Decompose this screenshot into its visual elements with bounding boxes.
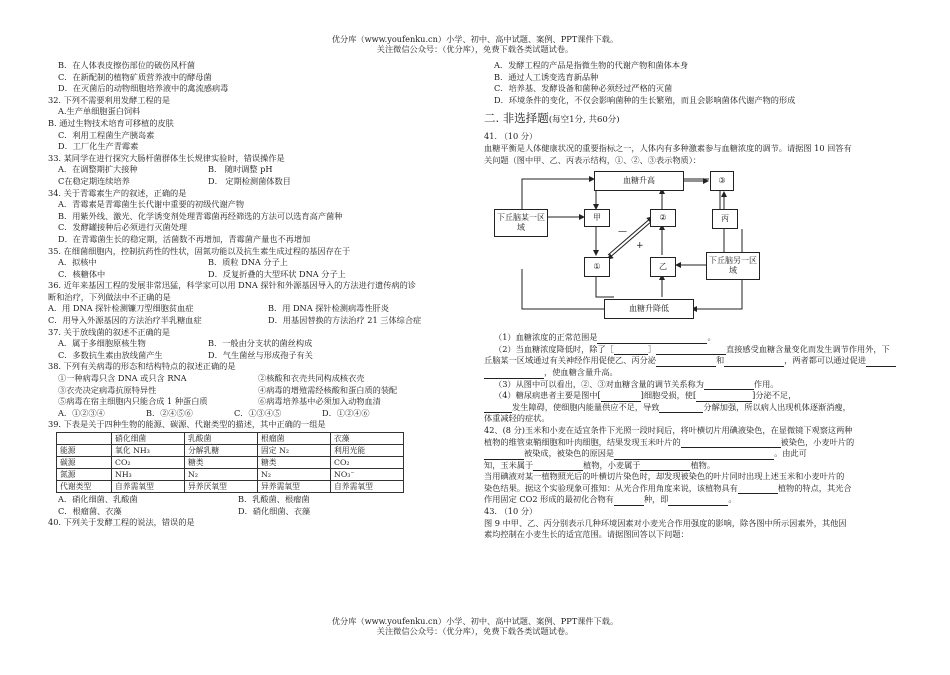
q42-line-5: 当用碘液对某一植物照光后的叶横切片染色时，却发现被染色的叶片同时出现上述玉米和小麦叶片的 <box>484 471 845 482</box>
q39-table-cell: 碳源 <box>57 457 112 469</box>
left-column <box>48 60 468 529</box>
q39-table-cell: 能源 <box>57 445 112 457</box>
q43-line-2: 素均控制在小麦生长的适宜范围。请据图回答以下问题： <box>484 529 689 540</box>
q38-option-b: B．②④⑤⑥ <box>146 407 193 418</box>
q42-blank-6[interactable] <box>738 484 778 494</box>
page-header <box>0 34 950 54</box>
q39-table-cell: CO₂ <box>112 457 185 469</box>
q42-blank-8[interactable] <box>668 496 728 506</box>
q41-blank-10[interactable] <box>696 392 752 402</box>
q39-table-cell: 根瘤菌 <box>258 433 331 445</box>
q39-table-cell: N₂ <box>185 469 258 481</box>
q39-table-cell: CO₂ <box>331 457 404 469</box>
q39-table-cell: 异养需氧型 <box>258 481 331 493</box>
blood-sugar-diagram <box>484 169 896 329</box>
q31-option-c: C．在新配制的植物矿质营养液中的酵母菌 <box>58 71 212 82</box>
q41-sub-2b: 丘脑某一区域通过有关神经作用促使乙、丙分泌 和 ，两者都可以通过促进 <box>484 355 896 367</box>
q38-statement-2: ②核酸和衣壳共同构成核衣壳 <box>258 373 365 384</box>
section-title-text: 二. 非选择题 <box>484 111 549 126</box>
q39-table-cell: 固定 N₂ <box>258 445 331 457</box>
page-footer <box>0 616 950 636</box>
header-line-1: 优分库（www.youfenku.cn）小学、初中、高中试题、案例、PPT课件下载。 <box>331 34 619 44</box>
q41-blank-7[interactable] <box>484 369 544 379</box>
section-note: (每空1分, 共60分) <box>548 115 620 126</box>
q32-option-b: B. 通过生物技术培育可移植的皮肤 <box>48 117 174 128</box>
q37-option-b: B．一般由分支状的菌丝构成 <box>208 338 313 349</box>
q31-option-b: B．在人体表皮擦伤部位的破伤风杆菌 <box>58 60 196 70</box>
q41-blank-4[interactable] <box>656 357 716 367</box>
q43-number: 43. （10 分） <box>484 506 538 517</box>
q42-line-4: 知，玉米属于 植物，小麦属于 植物。 <box>484 459 716 470</box>
q40-option-d: D．环境条件的变化，不仅会影响菌种的生长繁殖，而且会影响菌体代谢产物的形成 <box>494 94 796 105</box>
q41-blank-6[interactable] <box>866 357 896 367</box>
structure-bing-box: 丙 <box>712 209 738 229</box>
q39-table-cell: NH₃ <box>112 469 185 481</box>
q39-table-cell <box>57 433 112 445</box>
q33-option-d: D． 定期检测菌体数目 <box>208 175 291 186</box>
q33-stem: 33. 某同学在进行探究大肠杆菌群体生长规律实验时，错误操作是 <box>48 152 285 163</box>
q39-table-cell: N₂ <box>258 469 331 481</box>
q41-sub-1: （1）血糖浓度的正常范围是 。 <box>494 332 716 343</box>
right-column <box>484 60 896 541</box>
q38-option-a: A．①②③④ <box>58 407 105 418</box>
structure-yi-box: 乙 <box>650 257 676 277</box>
q41-sub-2a: （2）当血糖浓度降低时，除了［ ］ 直接感受血糖含量变化而发生调节作用外，下 <box>494 343 890 354</box>
q39-table <box>56 432 404 493</box>
q39-table-cell: 利用光能 <box>331 445 404 457</box>
q32-stem: 32. 下列不需要利用发酵工程的是 <box>48 94 171 105</box>
q42-blank-1[interactable] <box>681 438 781 448</box>
q38-option-c: C．①③④⑤ <box>234 407 282 418</box>
q41-sub-4a: （4）糖尿病患者主要是图中[ ]细胞受损，使[ ]分泌不足， <box>494 390 797 401</box>
blood-sugar-high-box: 血糖升高 <box>594 171 684 191</box>
q38-statement-6: ⑥病毒培养基中必须加入动物血清 <box>258 396 381 407</box>
hypothalamus-area-2-box: 下丘脑另一区域 <box>706 252 760 280</box>
q39-table-row <box>57 481 404 493</box>
q41-blank-1[interactable] <box>597 334 707 344</box>
substance-2-box: ② <box>650 209 676 227</box>
q41-para-2: 关问题（图中甲、乙、丙表示结构，①、②、③表示物质）： <box>484 154 701 165</box>
q40-option-a: A．发酵工程的产品是指微生物的代谢产物和菌体本身 <box>494 60 689 70</box>
q33-option-b: B． 随时调整 pH <box>208 164 273 175</box>
q39-option-c: C．根瘤菌、衣藻 <box>58 505 122 516</box>
q42-blank-7[interactable] <box>614 496 644 506</box>
q34-option-c: C．发酵罐接种后必须进行灭菌处理 <box>58 222 188 233</box>
q36-option-d: D．用基因替换的方法治疗 21 三体综合症 <box>268 315 422 326</box>
q39-table-cell: 代谢类型 <box>57 481 112 493</box>
q39-option-d: D．硝化细菌、衣藻 <box>238 505 311 516</box>
q42-blank-5[interactable] <box>640 461 690 471</box>
q42-line-1: 42、(8 分)玉米和小麦在适宜条件下光照一段时间后，将叶横切片用碘液染色，在显微镜下观察这两种 <box>484 424 853 435</box>
q42-blank-3[interactable] <box>614 450 774 460</box>
q39-option-a: A．硝化细菌、乳酸菌 <box>58 494 138 504</box>
q42-blank-2[interactable] <box>484 450 524 460</box>
q39-table-row <box>57 469 404 481</box>
substance-3-box: ③ <box>710 171 734 191</box>
q32-option-d: D．工厂化生产青霉素 <box>58 141 139 152</box>
q38-stem: 38. 下列有关病毒的形态和结构特点的叙述正确的是 <box>48 361 236 372</box>
q39-table-cell: 氮源 <box>57 469 112 481</box>
q41-blank-3[interactable] <box>656 345 726 355</box>
q37-option-c: C．多数抗生素由放线菌产生 <box>58 349 163 360</box>
q41-blank-8[interactable] <box>704 380 754 390</box>
q42-line-6: 染色结果。据这个实验现象可推知：从光合作用角度来说，该植物具有 植物的特点，其光合 <box>484 482 852 493</box>
q41-sub-3: （3）从图中可以看出，②、③对血糖含量的调节关系称为 作用。 <box>494 378 779 389</box>
q38-statement-5: ⑤病毒在宿主细胞内只能合成 1 种蛋白质 <box>58 396 208 407</box>
footer-line-1: 优分库（www.youfenku.cn）小学、初中、高中试题、案例、PPT课件下载。 <box>331 616 619 626</box>
q34-option-b: B．用紫外线、激光、化学诱变剂处理青霉菌再经筛选的方法可以选育高产菌种 <box>58 210 343 221</box>
q39-table-cell: 衣藻 <box>331 433 404 445</box>
q33-option-a: A．在调整期扩大接种 <box>58 164 138 175</box>
q36-option-c: C．用导入外源基因的方法治疗半乳糖血症 <box>48 315 202 326</box>
blood-sugar-low-box: 血糖升降低 <box>604 299 694 319</box>
q41-blank-12[interactable] <box>659 403 703 413</box>
q35-option-c: C．核糖体中 <box>58 268 106 279</box>
q39-table-cell: 糖类 <box>185 457 258 469</box>
q39-table-row <box>57 433 404 445</box>
q39-table-cell: NO₃⁻ <box>331 469 404 481</box>
q39-table-cell: 氧化 NH₃ <box>112 445 185 457</box>
q39-table-row <box>57 457 404 469</box>
q35-option-b: B．质粒 DNA 分子上 <box>208 257 288 268</box>
q39-table-cell: 硝化细菌 <box>112 433 185 445</box>
q40-option-c: C．培养基、发酵设备和菌种必须经过严格的灭菌 <box>494 83 673 94</box>
q34-option-d: D．在青霉菌生长的稳定期，活菌数不再增加，青霉菌产量也不再增加 <box>58 233 311 244</box>
header-line-2: 关注微信公众号：（优分库），免费下载各类试题试卷。 <box>376 44 574 54</box>
q43-line-1: 图 9 中甲、乙、丙分别表示几种环境因素对小麦光合作用强度的影响，除各图中所示因素外，其他因 <box>484 517 847 528</box>
q35-option-d: D．反复折叠的大型环状 DNA 分子上 <box>208 268 346 279</box>
q42-blank-4[interactable] <box>533 461 583 471</box>
q38-statement-1: ①一种病毒只含 DNA 或只含 RNA <box>58 373 187 384</box>
q38-statement-4: ④病毒的增殖需经核酸和蛋白质的装配 <box>258 384 398 395</box>
q34-option-a: A．青霉素是青霉菌生长代谢中重要的初级代谢产物 <box>58 199 245 210</box>
q41-blank-5[interactable] <box>724 357 784 367</box>
q35-stem: 35. 在细菌细胞内，控制抗药性的性状，固氮功能以及抗生素生成过程的基因存在于 <box>48 245 351 256</box>
q42-line-7: 作用固定 CO2 形成的最初化合物有 种，即 。 <box>484 494 737 505</box>
hypothalamus-area-1-box: 下丘脑某一区域 <box>494 209 548 237</box>
q41-para-1: 血糖平衡是人体健康状况的重要指标之一，人体内有多种激素参与血糖浓度的调节。请据图 10 回答有 <box>484 142 852 153</box>
q39-table-cell: 自养需氧型 <box>331 481 404 493</box>
q38-statement-3: ③衣壳决定病毒抗原特异性 <box>58 384 157 395</box>
q36-stem-2: 断和治疗，下列做法中不正确的是 <box>48 291 171 302</box>
q38-option-d: D．①②④⑥ <box>322 407 370 418</box>
q39-table-cell: 异养厌氧型 <box>185 481 258 493</box>
structure-jia-box: 甲 <box>584 209 610 227</box>
substance-1-box: ① <box>584 257 610 277</box>
q41-blank-2[interactable] <box>614 345 648 355</box>
q39-table-cell: 乳酸菌 <box>185 433 258 445</box>
q41-sub-4c: 体重减轻的症状。 <box>484 413 550 424</box>
q37-option-a: A．属于多细胞原核生物 <box>58 338 146 349</box>
q32-option-c: C．利用工程菌生产胰岛素 <box>58 129 155 140</box>
promotion-sign: + <box>636 241 644 252</box>
q39-table-row <box>57 445 404 457</box>
q31-option-d: D．在灭菌后的动物细胞培养液中的禽流感病毒 <box>58 83 229 94</box>
inhibition-sign: — <box>618 227 627 238</box>
q37-option-d: D．气生菌丝与形成孢子有关 <box>208 349 313 360</box>
q41-sub-2c: ，使血糖含量升高。 <box>484 367 896 379</box>
footer-line-2: 关注微信公众号：（优分库），免费下载各类试题试卷。 <box>376 626 574 636</box>
q40-option-b: B．通过人工诱变选育新品种 <box>494 71 599 82</box>
q39-table-cell: 糖类 <box>258 457 331 469</box>
q37-stem: 37. 关于放线菌的叙述不正确的是 <box>48 326 171 337</box>
q36-stem-1: 36. 近年来基因工程的发展非常迅猛，科学家可以用 DNA 探针和外源基因导入的方法进行遗传病的诊 <box>48 280 416 291</box>
q42-line-3: 被染成，被染色的原因是 。由此可 <box>484 448 896 460</box>
q35-option-a: A．拟核中 <box>58 257 97 268</box>
q39-option-b: B．乳酸菌、根瘤菌 <box>238 494 310 504</box>
q36-option-a: A．用 DNA 探针检测镰刀型细胞贫血症 <box>48 303 194 314</box>
q41-sub-4b: 发生障碍，使细胞内能量供应不足，导致 分解加强，所以病人出现机体逐渐消瘦， <box>484 402 896 414</box>
q39-table-cell: 自养需氧型 <box>112 481 185 493</box>
q41-blank-9[interactable] <box>601 392 641 402</box>
q33-option-c: C在稳定期连续培养 <box>58 175 130 186</box>
section-title <box>484 110 896 128</box>
q34-stem: 34. 关于青霉素生产的叙述，正确的是 <box>48 187 187 198</box>
q40-stem: 40. 下列关于发酵工程的说法，错误的是 <box>48 517 195 528</box>
q41-number: 41. （10 分） <box>484 131 538 142</box>
q36-option-b: B．用 DNA 探针检测病毒性肝炎 <box>268 303 389 314</box>
q39-table-cell: 分解乳糖 <box>185 445 258 457</box>
q39-stem: 39. 下表是关于四种生物的能源、碳源、代谢类型的描述，其中正确的一组是 <box>48 419 326 430</box>
q41-blank-11[interactable] <box>484 403 512 413</box>
q32-option-a: A.生产单细胞蛋白饲料 <box>58 106 141 117</box>
q42-line-2: 植物的维管束鞘细胞和叶肉细胞，结果发现玉米叶片的 被染色，小麦叶片的 <box>484 436 855 447</box>
